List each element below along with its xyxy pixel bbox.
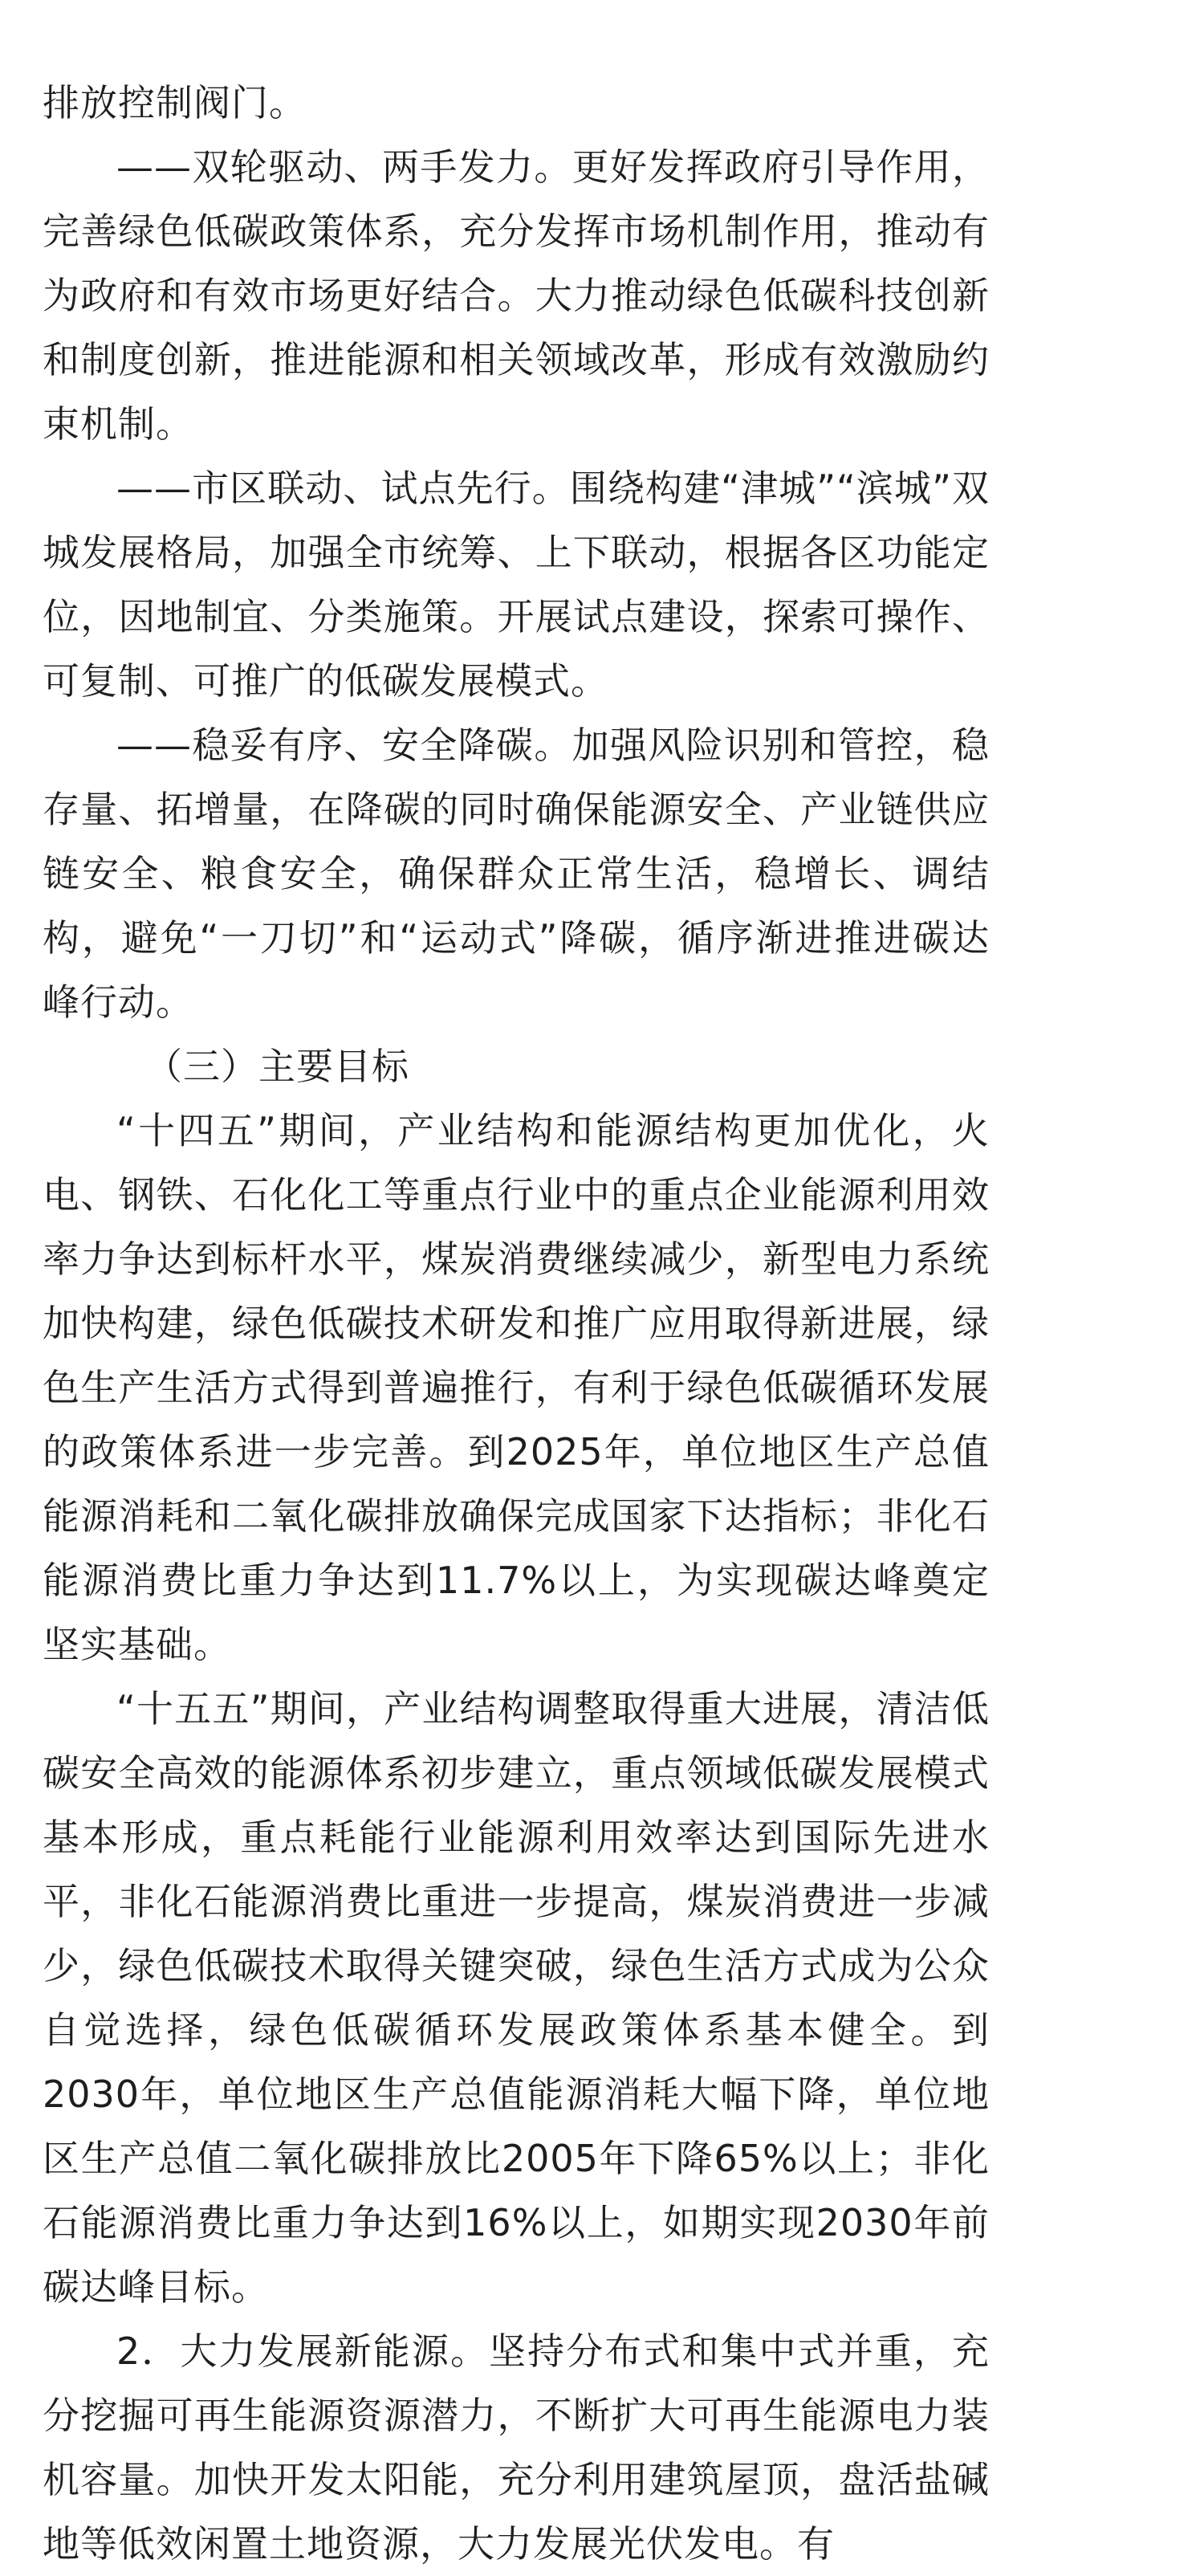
paragraph-14th-five-year-plan: “十四五”期间，产业结构和能源结构更加优化，火电、钢铁、石化化工等重点行业中的重点企业能源利用效率力争达到标杆水平，煤炭消费继续减少，新型电力系统加快构建，绿色低碳技术研发和推广应用取得新进展，绿色生产生活方式得到普遍推行，有利于绿色低碳循环发展的政策体系进一步完善。到2025年，单位地区生产总值能源消耗和二氧化碳排放确保完成国家下达指标；非化石能源消费比重力争达到11.7%以上，为实现碳达峰奠定坚实基础。 [43,1109,990,1666]
paragraph-new-energy: 2．大力发展新能源。坚持分布式和集中式并重，充分挖掘可再生能源资源潜力，不断扩大可再生能源电力装机容量。加快开发太阳能，充分利用建筑屋顶，盘活盐碱地等低效闲置土地资源，大力发展光伏发电。有 [43,2329,990,2566]
document-page [43,71,990,2576]
section-heading-main-targets: （三）主要目标 [145,1045,409,1088]
paragraph-city-district-linkage: ——市区联动、试点先行。围绕构建“津城”“滨城”双城发展格局，加强全市统筹、上下联动，根据各区功能定位，因地制宜、分类施策。开展试点建设，探索可操作、可复制、可推广的低碳发展模式。 [43,467,990,703]
paragraph-continuation: 排放控制阀门。 [43,81,307,124]
paragraph-dual-drive: ——双轮驱动、两手发力。更好发挥政府引导作用，完善绿色低碳政策体系，充分发挥市场机制作用，推动有为政府和有效市场更好结合。大力推动绿色低碳科技创新和制度创新，推进能源和相关领域改革，形成有效激励约束机制。 [43,145,990,446]
paragraph-safe-carbon-reduction: ——稳妥有序、安全降碳。加强风险识别和管控，稳存量、拓增量，在降碳的同时确保能源安全、产业链供应链安全、粮食安全，确保群众正常生活，稳增长、调结构，避免“一刀切”和“运动式”降碳，循序渐进推进碳达峰行动。 [43,723,990,1024]
paragraph-15th-five-year-plan: “十五五”期间，产业结构调整取得重大进展，清洁低碳安全高效的能源体系初步建立，重点领域低碳发展模式基本形成，重点耗能行业能源利用效率达到国际先进水平，非化石能源消费比重进一步提高，煤炭消费进一步减少，绿色低碳技术取得关键突破，绿色生活方式成为公众自觉选择，绿色低碳循环发展政策体系基本健全。到2030年，单位地区生产总值能源消耗大幅下降，单位地区生产总值二氧化碳排放比2005年下降65%以上；非化石能源消费比重力争达到16%以上，如期实现2030年前碳达峰目标。 [43,1687,990,2309]
